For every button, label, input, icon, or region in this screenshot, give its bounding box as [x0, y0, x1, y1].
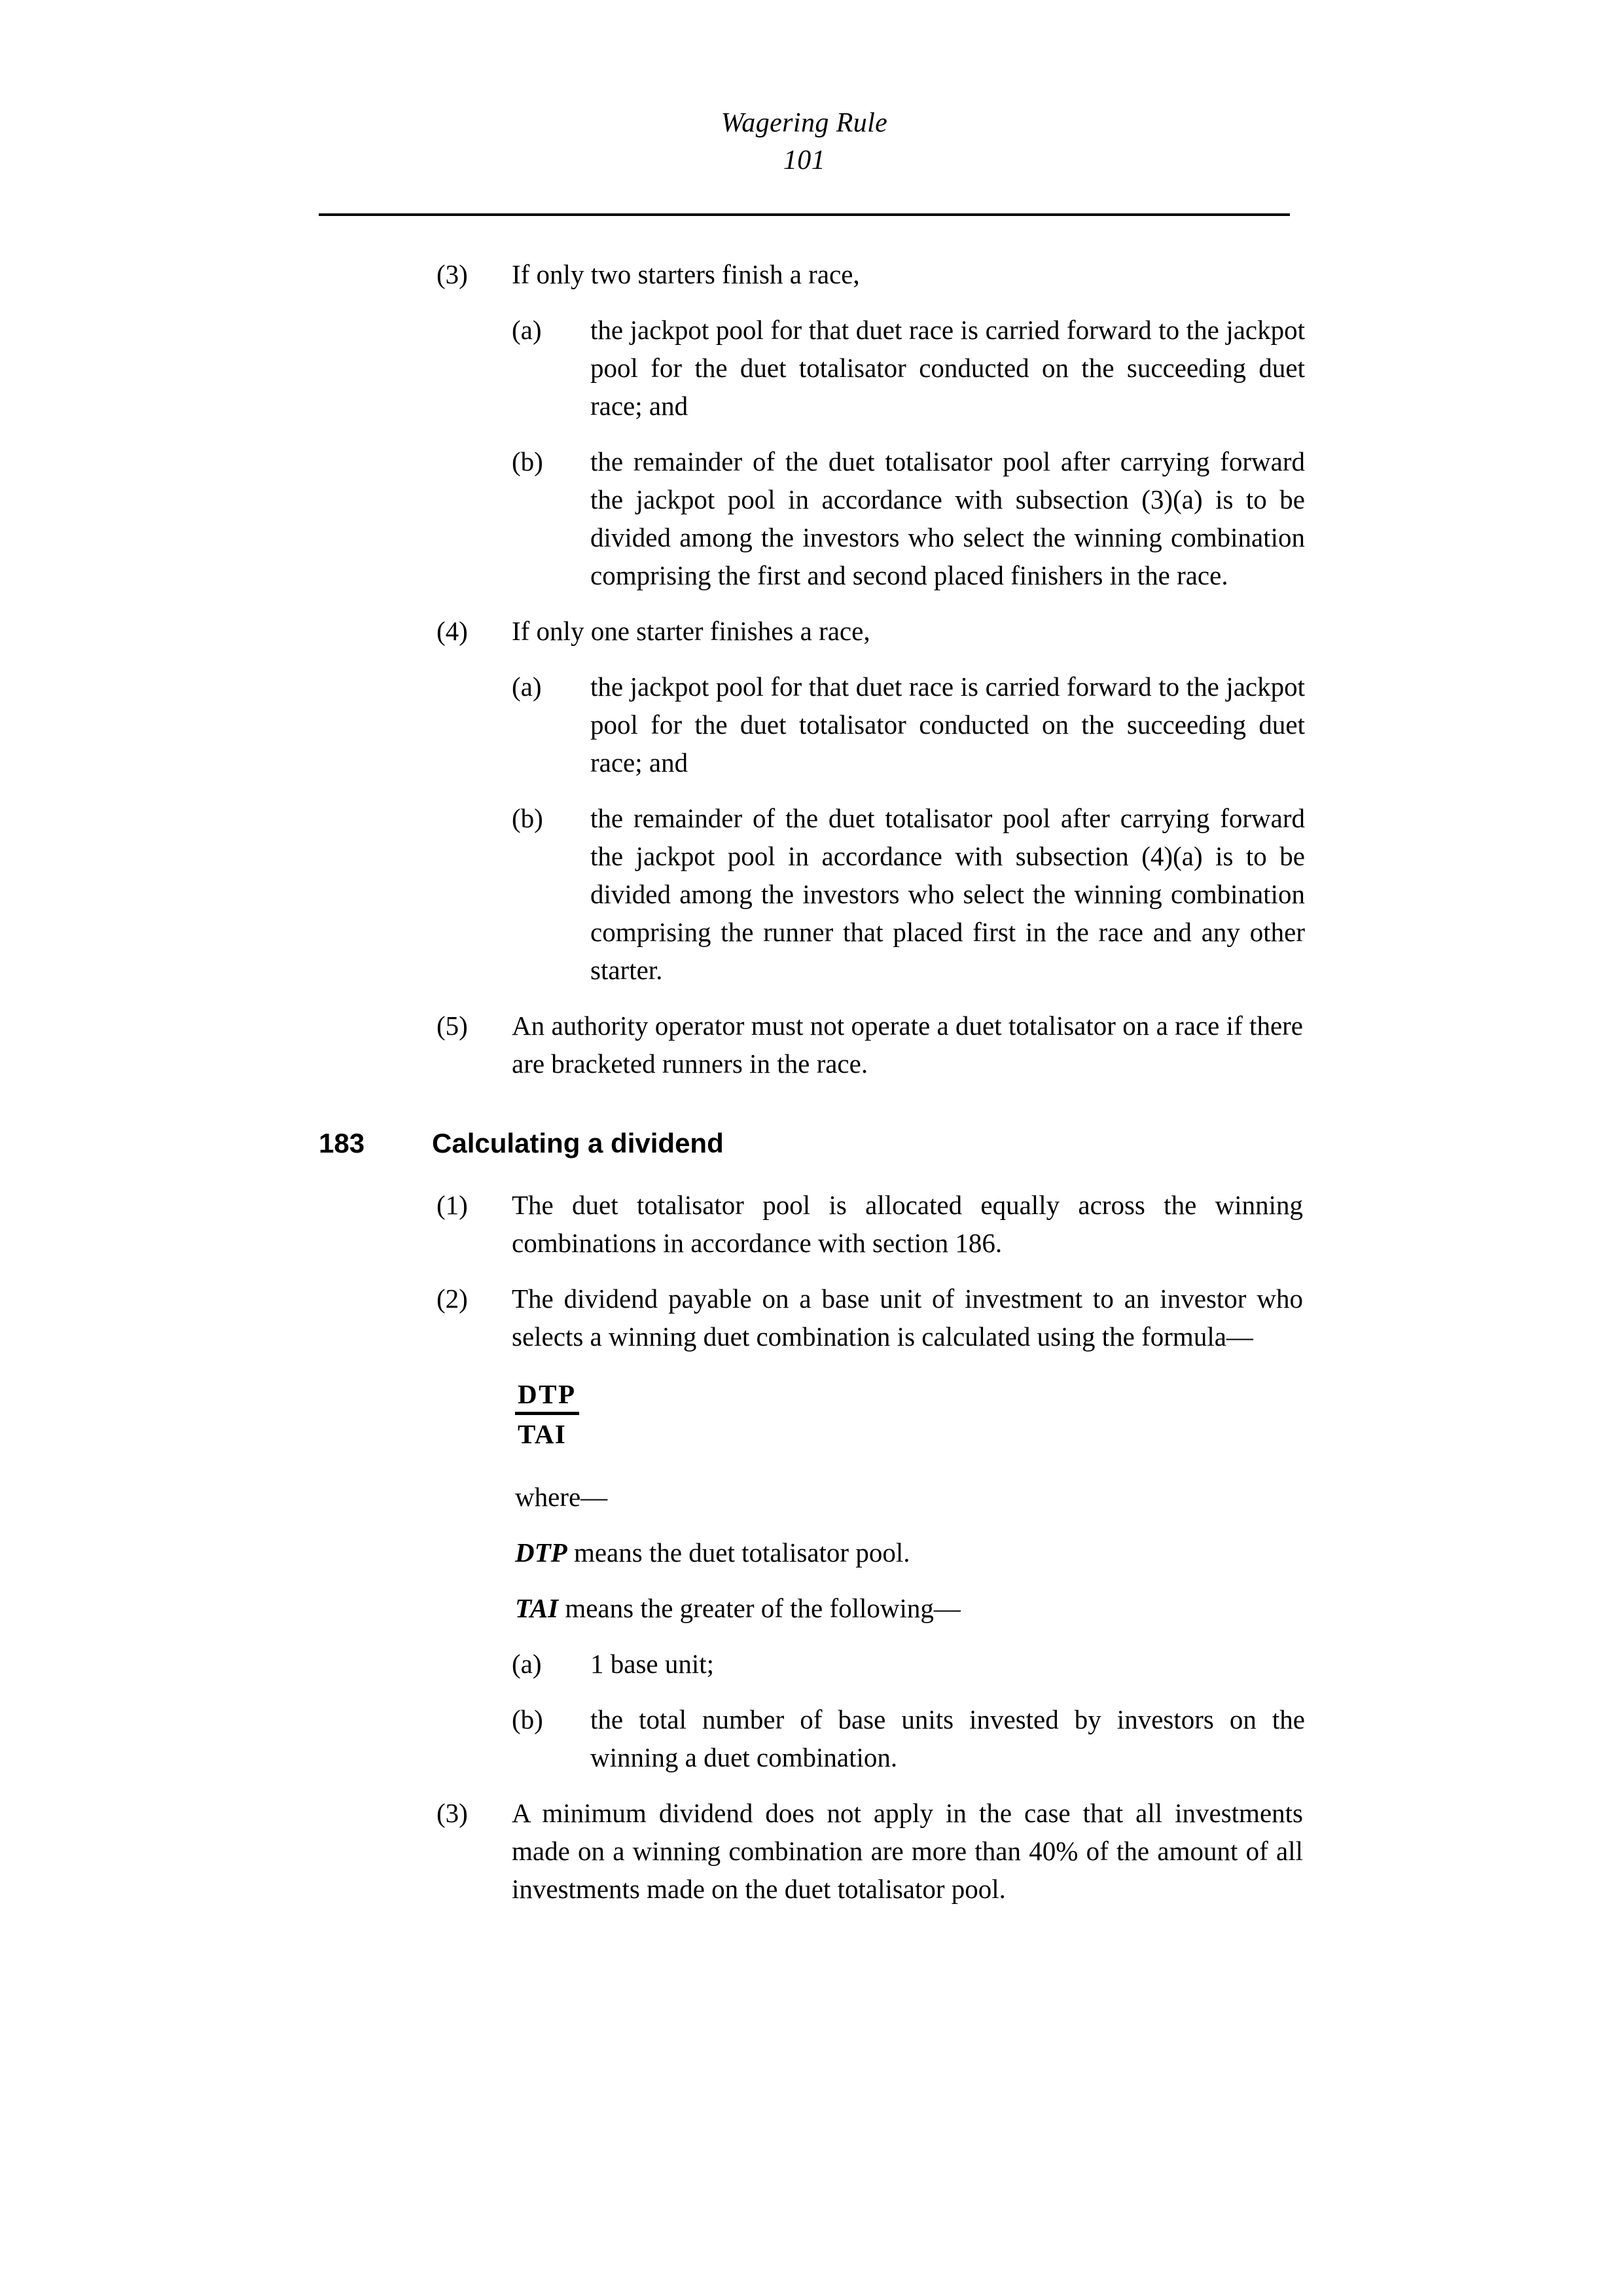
defined-term: TAI: [515, 1593, 559, 1623]
clause: [319, 1280, 1307, 1355]
header-page-number: 101: [783, 145, 826, 175]
definition-item-text: the total number of base units invested by investors on the winning a duet combination.: [590, 1704, 1305, 1772]
clause: [319, 1007, 1307, 1083]
definition-item: [319, 1700, 1307, 1776]
clause-item-text: the jackpot pool for that duet race is carried forward to the jackpot pool for the duet totalisator conducted on the succeeding duet race; and: [590, 315, 1305, 421]
clause-item: [319, 799, 1307, 989]
dividend-formula: [515, 1378, 1307, 1452]
section-title: Calculating a dividend: [432, 1128, 724, 1158]
fraction-denominator: TAI: [518, 1419, 567, 1449]
clause-text: If only two starters finish a race,: [512, 259, 860, 289]
clause-text: An authority operator must not operate a duet totalisator on a race if there are bracketed runners in the race.: [512, 1011, 1303, 1079]
definition-dtp: [515, 1534, 1306, 1571]
definition-item-text: 1 base unit;: [590, 1649, 715, 1679]
definition-item-label: (a): [512, 1649, 542, 1679]
clause-item-label: (a): [512, 672, 542, 702]
where-label: where—: [515, 1482, 608, 1512]
definition-tai: [515, 1589, 1306, 1627]
section-number: 183: [319, 1128, 365, 1158]
clause-number: (1): [437, 1190, 468, 1220]
fraction: [515, 1378, 579, 1452]
fraction-numerator: DTP: [518, 1379, 577, 1409]
header-title: Wagering Rule: [721, 108, 888, 138]
clause: [319, 255, 1307, 293]
clause-text: The dividend payable on a base unit of investment to an investor who selects a winning duet combination is calculated using the formula—: [512, 1283, 1303, 1352]
header-divider: [319, 213, 1290, 216]
clause-item-label: (b): [512, 446, 543, 476]
clause-item-label: (b): [512, 803, 543, 833]
clause-item-text: the jackpot pool for that duet race is carried forward to the jackpot pool for the duet totalisator conducted on the succeeding duet race; and: [590, 672, 1305, 778]
section-heading: [319, 1124, 1307, 1162]
clause: [319, 612, 1307, 650]
definition-text: means the greater of the following—: [558, 1593, 961, 1623]
clause-item: [319, 668, 1307, 781]
clause-item: [319, 311, 1307, 425]
clause-number: (5): [437, 1011, 468, 1041]
clause-text: If only one starter finishes a race,: [512, 616, 870, 646]
clause-item-label: (a): [512, 315, 542, 345]
clause-text: The duet totalisator pool is allocated equally across the winning combinations in accordance with section 186.: [512, 1190, 1303, 1258]
clause: [319, 1794, 1307, 1908]
definition-item-label: (b): [512, 1704, 543, 1734]
definition-item: [319, 1645, 1307, 1683]
clause-item: [319, 442, 1307, 594]
clause: [319, 1186, 1307, 1262]
clause-item-text: the remainder of the duet totalisator pool after carrying forward the jackpot pool in accordance with subsection (4)(a) is to be divided among the investors who select the winning combination comprising the runner that placed first in the race and any other starter.: [590, 803, 1305, 985]
document-body: [319, 255, 1307, 1926]
defined-term: DTP: [515, 1537, 567, 1568]
clause-number: (2): [437, 1283, 468, 1314]
page-header: [319, 105, 1290, 179]
clause-text: A minimum dividend does not apply in the case that all investments made on a winning combination are more than 40% of the amount of all investments made on the duet totalisator pool.: [512, 1798, 1303, 1904]
clause-number: (3): [437, 259, 468, 289]
clause-number: (4): [437, 616, 468, 646]
clause-item-text: the remainder of the duet totalisator pool after carrying forward the jackpot pool in accordance with subsection (3)(a) is to be divided among the investors who select the winning combination comprising the first and second placed finishers in the race.: [590, 446, 1305, 590]
clause-number: (3): [437, 1798, 468, 1828]
definition-text: means the duet totalisator pool.: [567, 1537, 910, 1568]
